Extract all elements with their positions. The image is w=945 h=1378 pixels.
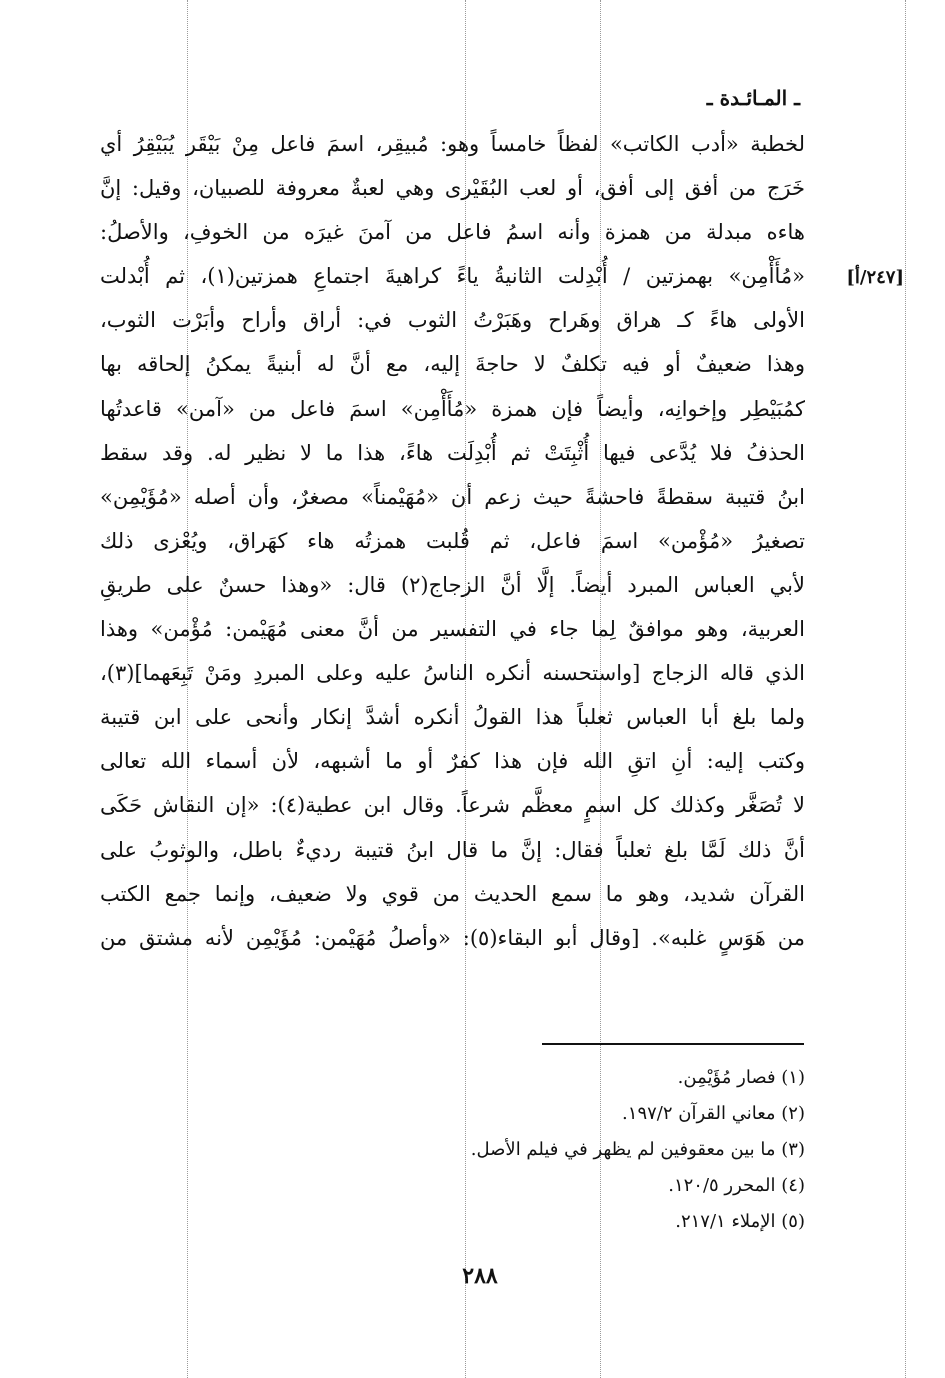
footnote: (١) فصار مُؤَيْمِن. <box>677 1067 805 1088</box>
footnote: (٤) المحرر ١٢٠/٥. <box>668 1175 805 1196</box>
text-line: الحذفُ فلا يُدَّعى فيها أُثْبِتَتْ ثم أُبْدِلَت هاءً، هذا ما لا نظير له. وقد سقط <box>100 440 805 465</box>
text-line: تصغيرُ «مُؤْمن» اسمَ فاعل، ثم قُلبت همزتُه هاء كهَراق، ويُعْزى ذلك <box>100 528 805 553</box>
running-header: ـ المـائـدة ـ <box>706 86 800 110</box>
text-line: وهذا ضعيفٌ أو فيه تكلفٌ لا حاجةَ إليه، مع أنَّ له أبنيةً يمكنُ إلحاقه بها <box>100 352 805 377</box>
text-line: خَرَج من أفق إلى أفق، أو لعب البُقَيْرى وهي لعبةٌ معروفة للصبيان، وقيل: إنَّ <box>100 176 805 201</box>
footnote: (٥) الإملاء ٢١٧/١. <box>675 1211 805 1232</box>
text-line: من هَوَسٍ غلبه». [وقال أبو البقاء(٥): «وأصلُ مُهَيْمن: مُؤَيْمِن لأنه مشتق من <box>100 925 805 950</box>
text-line: الأولى هاءً كـ هراق وهَراح وهَبَرْتُ الثوب في: أراق وأراح وأبَرْت الثوب، <box>100 308 805 333</box>
text-line: «مُأَأْمِن» بهمزتين / أُبْدِلت الثانيةُ ياءً كراهيةَ اجتماعِ همزتين(١)، ثم أُبْدلت <box>100 264 805 289</box>
text-line: لأبي العباس المبرد أيضاً. إلَّا أنَّ الزجاج(٢) قال: «وهذا حسنٌ على طريقِ <box>100 572 805 597</box>
text-line: لا تُصَغَّر وكذلك كل اسمٍ معظَّم شرعاً. وقال ابن عطية(٤): «إن النقاش حَكَى <box>100 793 805 818</box>
scan-guide-line <box>905 0 906 1378</box>
text-line: القرآن شديد، وهو ما سمع الحديث من قوي ولا ضعيف، وإنما جمع الكتب <box>100 881 805 906</box>
footnote-separator <box>542 1043 804 1045</box>
footnotes <box>300 1060 805 1240</box>
main-text-block <box>100 122 805 960</box>
margin-folio-reference: [٢٤٧/أ] <box>846 267 904 288</box>
text-line: وكتب إليه: أنِ اتقِ الله فإن هذا كفرٌ أو ما أشبهه، لأن أسماء الله تعالى <box>100 749 805 774</box>
footnote: (٣) ما بين معقوفين لم يظهر في فيلم الأصل. <box>470 1139 805 1160</box>
text-line: العربية، وهو موافقٌ لِما جاء في التفسير من أنَّ معنى مُهَيْمن: مُؤْمن» وهذا <box>100 617 805 642</box>
text-line: أنَّ ذلك لَمَّا بلغ ثعلباً فقال: إنَّ ما قال ابنُ قتيبة رديءٌ باطل، والوثوبُ على <box>100 837 805 862</box>
page-number: ٢٨٨ <box>462 1263 498 1289</box>
text-line: لخطبة «أدب الكاتب» لفظاً خامساً وهو: مُبيقِر، اسمَ فاعل مِنْ بَيْقَر يُبَيْقِرُ أي <box>100 132 805 156</box>
text-line: الذي قاله الزجاج [واستحسنه أنكره الناسُ عليه وعلى المبردِ ومَنْ تَبِعَهما](٣)، <box>100 661 805 686</box>
text-line: ولما بلغ أبا العباس ثعلباً هذا القولُ أنكره أشدَّ إنكار وأنحى على ابن قتيبة <box>100 705 805 730</box>
text-line: ابنُ قتيبة سقطةً فاحشةً حيث زعم أن «مُهَيْمناً» مصغرٌ، وأن أصله «مُؤَيْمِن» <box>100 484 805 509</box>
footnote: (٢) معاني القرآن ١٩٧/٢. <box>622 1103 805 1124</box>
text-line: هاءه مبدلة من همزة وأنه اسمُ فاعل من آمنَ غيرَه من الخوفِ، والأصلُ: <box>100 220 805 245</box>
text-line: كمُبَيْطِر وإخوانِه، وأيضاً فإن همزة «مُأَأْمِن» اسمَ فاعل من «آمن» قاعدتُها <box>100 396 805 421</box>
